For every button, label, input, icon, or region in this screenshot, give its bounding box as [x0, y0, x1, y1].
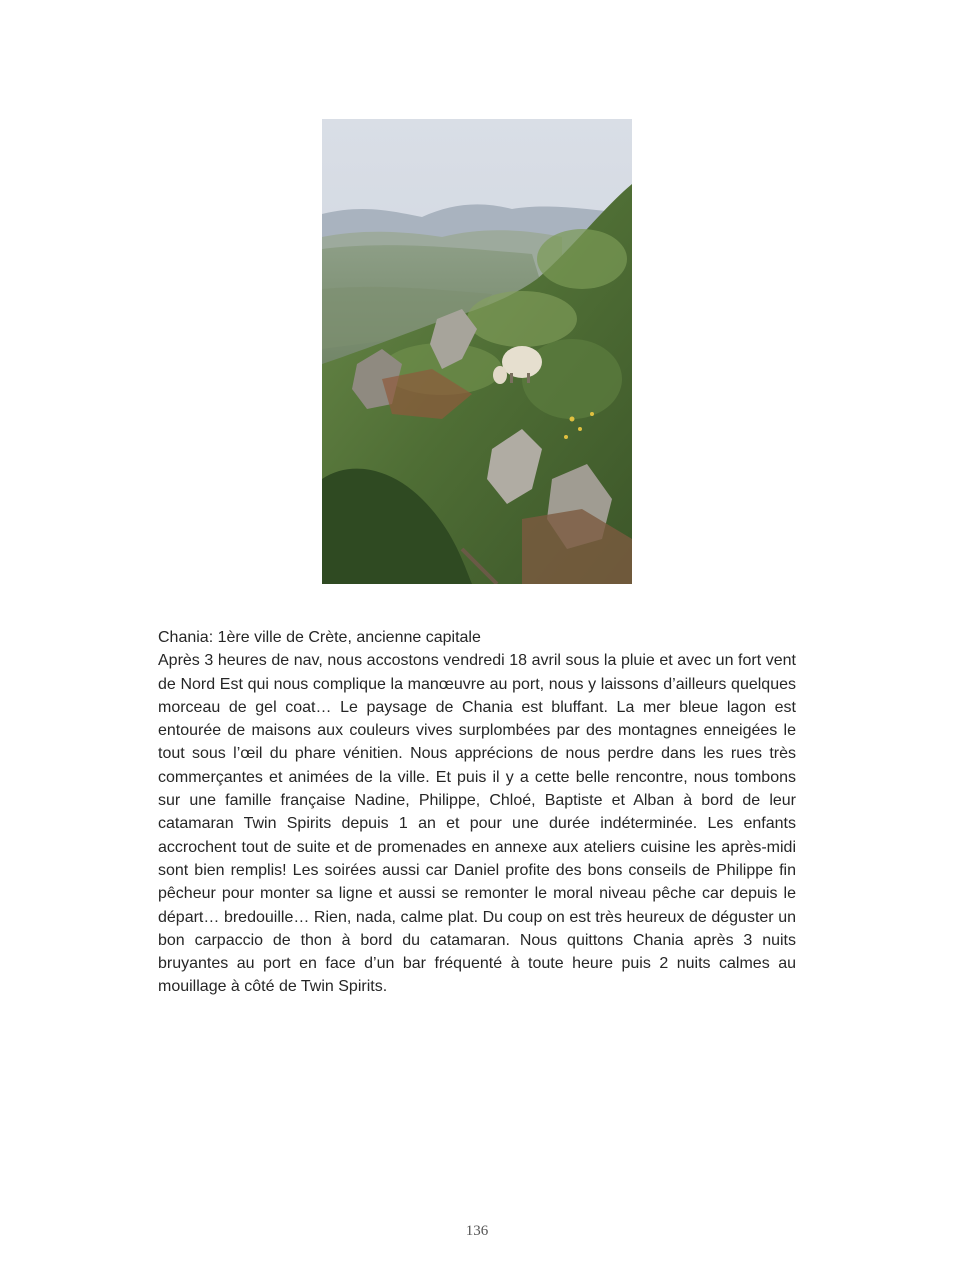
- sheep-photo-illustration: [322, 119, 632, 584]
- page-number: 136: [465, 1223, 489, 1239]
- photo-caption: Chania: 1ère ville de Crète, ancienne capitale: [158, 629, 481, 646]
- body-paragraph: Après 3 heures de nav, nous accostons vendredi 18 avril sous la pluie et avec un fort vent de Nord Est qui nous complique la manœuvre au port, nous y laissons d’ailleurs quelques morceau de gel coat… Le paysage de Chania est bluffant. La mer bleue lagon est entourée de maisons aux couleurs vives surplombées par des montagnes enneigées le tout sous l’œil du phare vénitien. Nous apprécions de nous perdre dans les rues très commerçantes et animées de la ville. Et puis il y a cette belle rencontre, nous tombons sur une famille française Nadine, Philippe, Chloé, Baptiste et Alban à bord de leur catamaran Twin Spirits depuis 1 an et pour une durée indéterminée. Les enfants accrochent tout de suite et de promenades en annexe aux ateliers cuisine les après-midi sont bien remplis! Les soirées aussi car Daniel profite des bons conseils de Philippe fin pêcheur pour monter sa ligne et aussi se remonter le moral niveau pêche car depuis le départ… bredouille… Rien, nada, calme plat. Du coup on est très heureux de déguster un bon carpaccio de thon à bord du catamaran. Nous quittons Chania après 3 nuits bruyantes au port en face d’un bar fréquenté à toute heure puis 2 nuits calmes au mouillage à côté de Twin Spirits.: [158, 652, 796, 996]
- sheep-hillside-photo: [322, 119, 632, 584]
- article-text: [158, 626, 796, 999]
